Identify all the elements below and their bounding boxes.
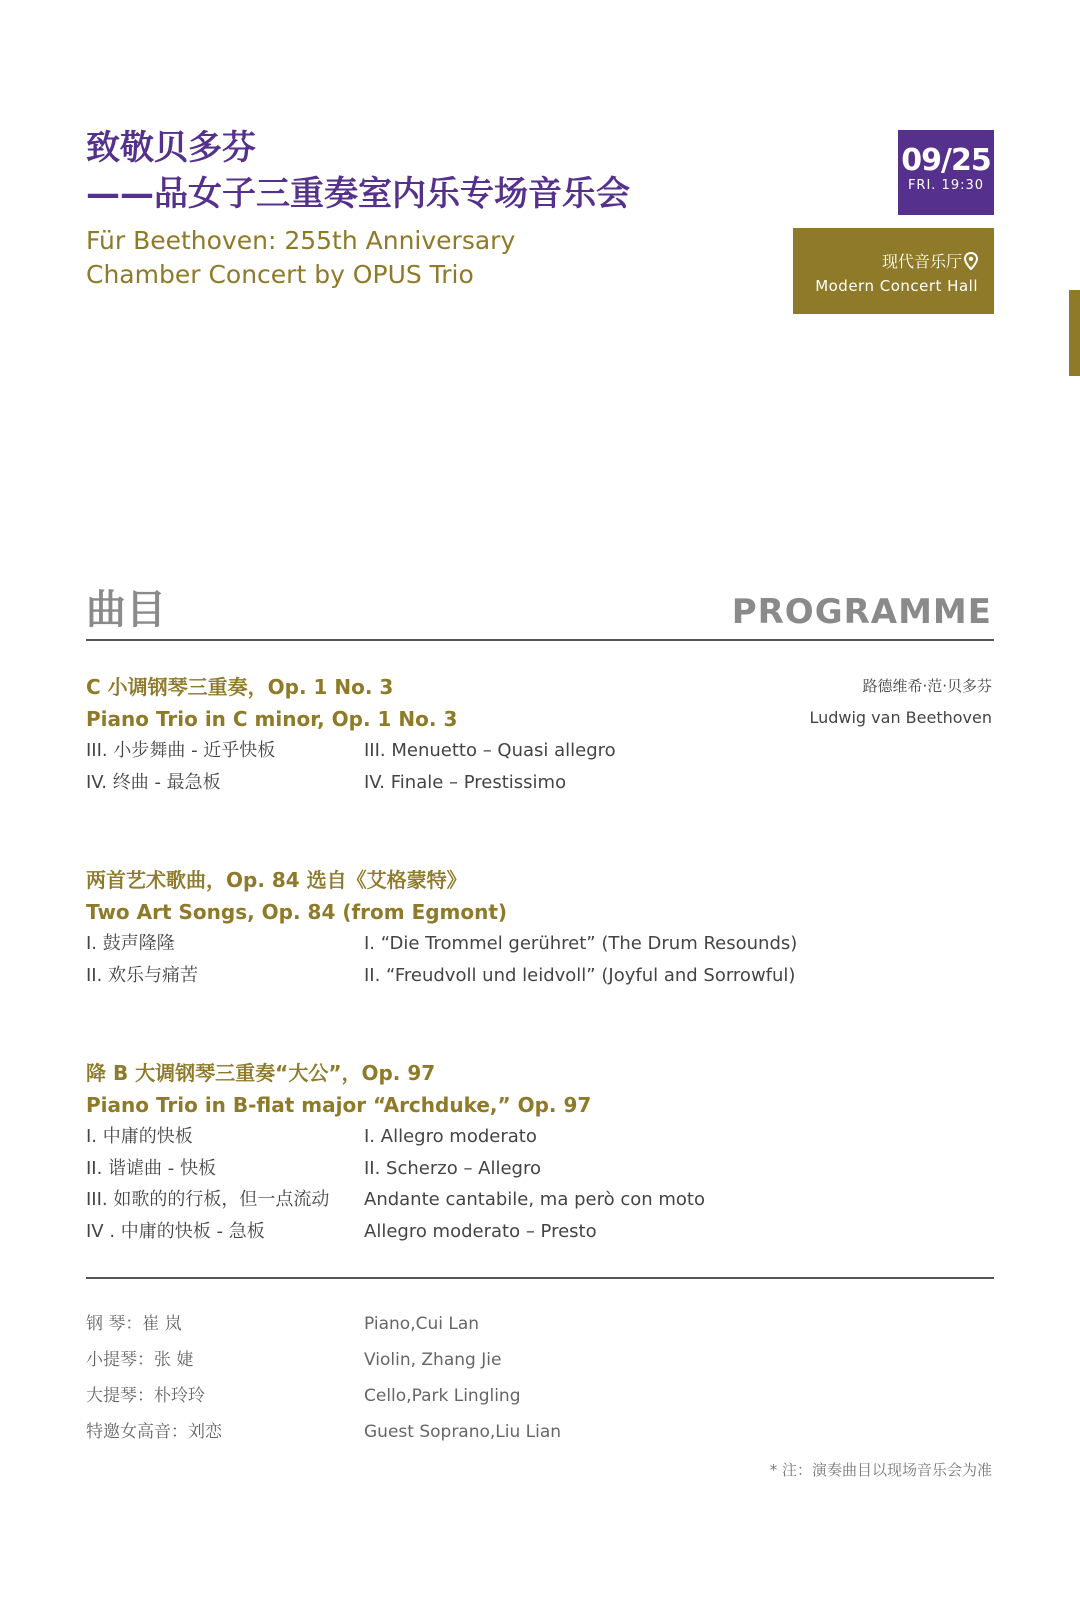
piece-2-title-en: Two Art Songs, Op. 84 (from Egmont) (86, 900, 508, 924)
concert-date: 09/25 (901, 143, 991, 178)
location-pin-icon (964, 252, 978, 275)
programme-heading-en: PROGRAMME (731, 592, 992, 632)
venue-name-en: Modern Concert Hall (815, 277, 978, 295)
venue-badge (793, 228, 994, 314)
piece-3-movement-4-en: Allegro moderato – Presto (364, 1221, 597, 1242)
performer-4-en: Guest Soprano,Liu Lian (364, 1422, 562, 1442)
title-english-line2: Chamber Concert by OPUS Trio (86, 260, 474, 289)
performer-3-zh: 大提琴：朴玲玲 (86, 1386, 205, 1406)
piece-1-title-zh: C 小调钢琴三重奏，Op. 1 No. 3 (86, 675, 394, 699)
piece-2-title-zh: 两首艺术歌曲，Op. 84 选自《艾格蒙特》 (86, 868, 467, 892)
piece-1-movement-1-en: III. Menuetto – Quasi allegro (364, 740, 616, 761)
piece-3-title-zh: 降 B 大调钢琴三重奏“大公”，Op. 97 (86, 1061, 436, 1085)
side-bookmark-tab (1069, 290, 1080, 376)
performer-1-en: Piano,Cui Lan (364, 1314, 480, 1334)
performer-1-zh: 钢 琴：崔 岚 (86, 1314, 182, 1334)
performer-4-zh: 特邀女高音：刘恋 (86, 1422, 222, 1442)
performer-2-zh: 小提琴：张 婕 (86, 1350, 194, 1370)
programme-heading-zh: 曲目 (86, 587, 166, 633)
divider-bottom (86, 1277, 994, 1279)
piece-3-movement-1-en: I. Allegro moderato (364, 1126, 537, 1147)
performer-2-en: Violin, Zhang Jie (364, 1350, 502, 1370)
piece-3-movement-2-zh: II. 谐谑曲 - 快板 (86, 1158, 216, 1179)
title-english-line1: Für Beethoven: 255th Anniversary (86, 226, 516, 255)
piece-1-movement-2-zh: IV. 终曲 - 最急板 (86, 772, 221, 793)
venue-name-zh: 现代音乐厅 (881, 252, 962, 271)
piece-2-movement-1-zh: I. 鼓声隆隆 (86, 933, 175, 954)
piece-3-movement-3-en: Andante cantabile, ma però con moto (364, 1189, 705, 1210)
concert-day-time: FRI. 19:30 (907, 178, 985, 193)
venue-name-zh-row (793, 252, 978, 275)
composer-name-zh: 路德维希·范·贝多芬 (862, 677, 992, 695)
date-badge (898, 130, 994, 215)
piece-2-movement-2-en: II. “Freudvoll und leidvoll” (Joyful and Sorrowful) (364, 965, 796, 986)
divider-top (86, 639, 994, 641)
piece-3-movement-3-zh: III. 如歌的的行板，但一点流动 (86, 1189, 330, 1210)
piece-2-movement-2-zh: II. 欢乐与痛苦 (86, 965, 199, 986)
composer-name-en: Ludwig van Beethoven (809, 708, 992, 727)
title-chinese-line1: 致敬贝多芬 (86, 128, 256, 168)
piece-3-movement-1-zh: I. 中庸的快板 (86, 1126, 193, 1147)
piece-3-movement-4-zh: IV . 中庸的快板 - 急板 (86, 1221, 265, 1242)
piece-1-title-en: Piano Trio in C minor, Op. 1 No. 3 (86, 707, 458, 731)
piece-1-movement-2-en: IV. Finale – Prestissimo (364, 772, 567, 793)
title-chinese-line2: ——品女子三重奏室内乐专场音乐会 (86, 174, 630, 214)
piece-1-movement-1-zh: III. 小步舞曲 - 近乎快板 (86, 740, 276, 761)
programme-note: * 注：演奏曲目以现场音乐会为准 (769, 1461, 992, 1479)
piece-2-movement-1-en: I. “Die Trommel gerühret” (The Drum Resounds) (364, 933, 798, 954)
performer-3-en: Cello,Park Lingling (364, 1386, 521, 1406)
piece-3-title-en: Piano Trio in B-flat major “Archduke,” Op. 97 (86, 1093, 592, 1117)
piece-3-movement-2-en: II. Scherzo – Allegro (364, 1158, 542, 1179)
